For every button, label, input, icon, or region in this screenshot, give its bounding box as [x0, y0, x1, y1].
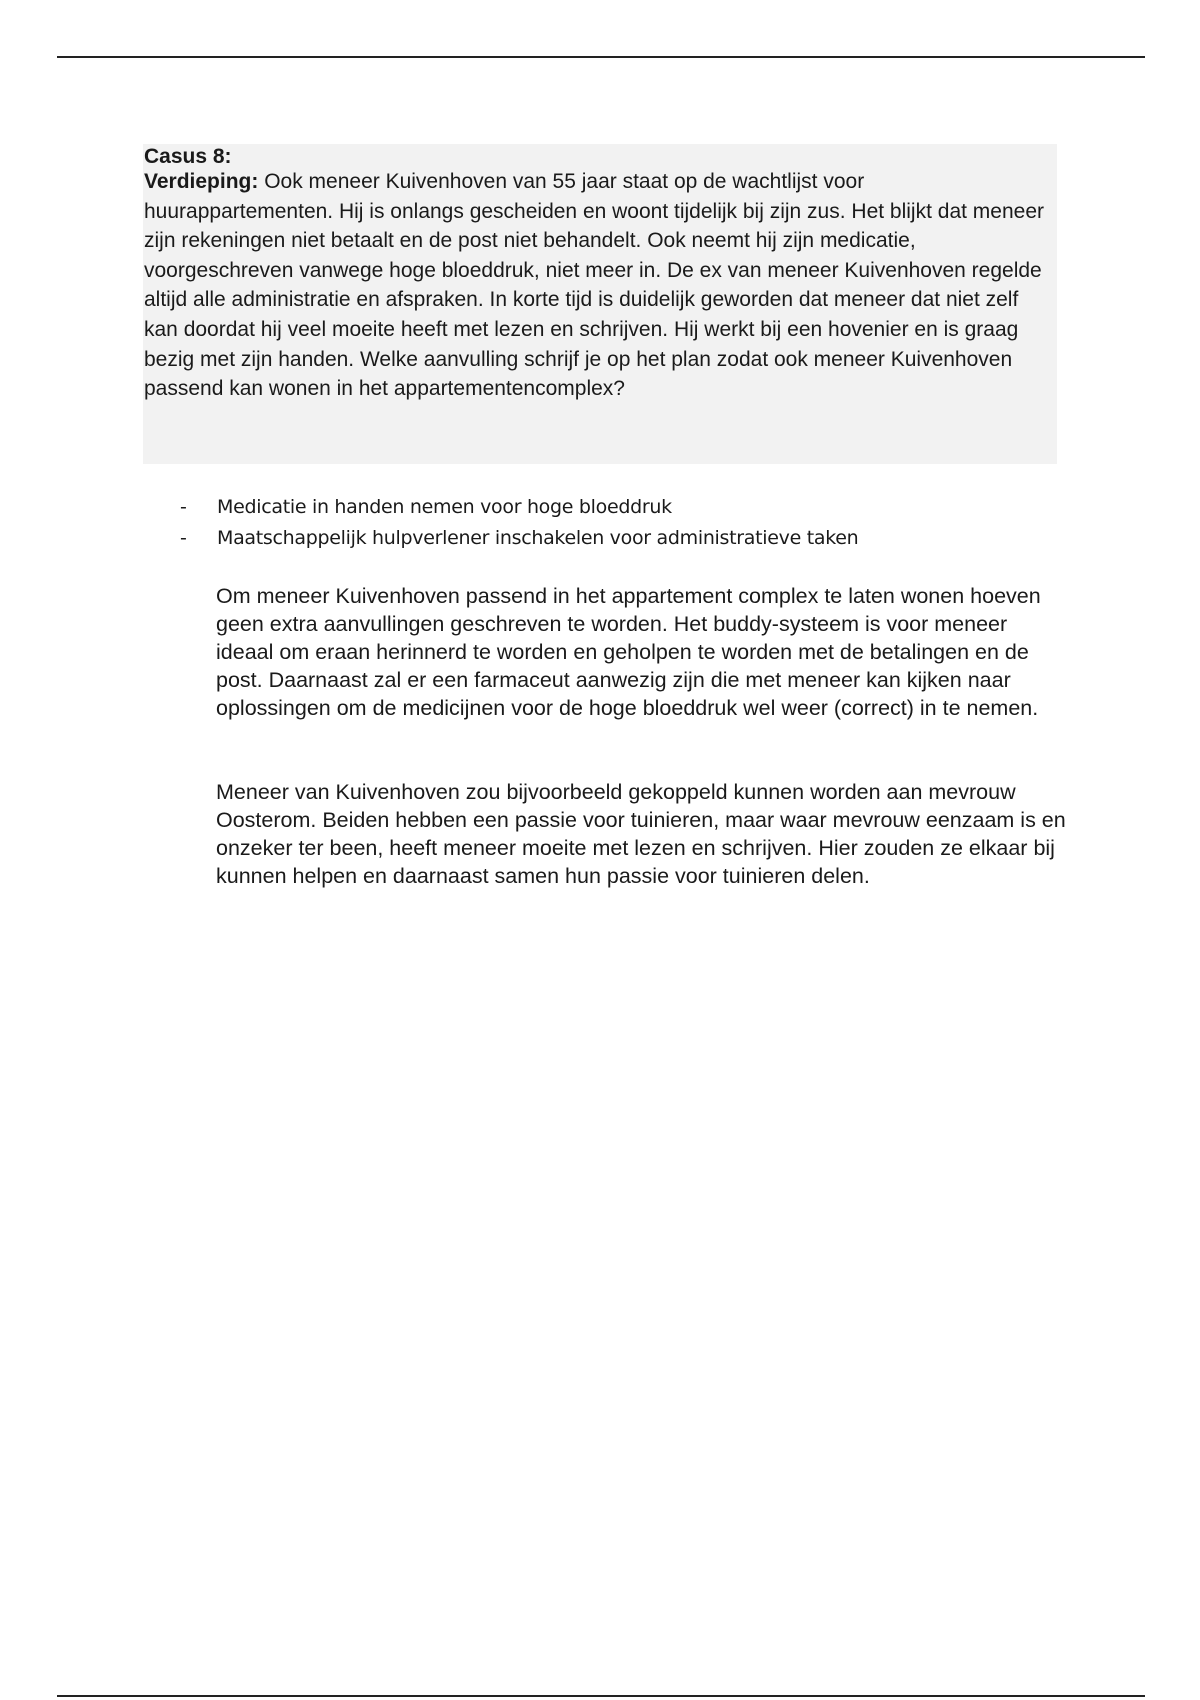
answer-list	[180, 492, 1080, 554]
answer-paragraph: Om meneer Kuivenhoven passend in het appartement complex te laten wonen hoeven geen extra aanvullingen geschreven te worden. Het buddy-systeem is voor meneer ideaal om eraan herinnerd te worden en geholpen te worden met de betalingen en de post. Daarnaast zal er een farmaceut aanwezig zijn die met meneer kan kijken naar oplossingen om de medicijnen voor de hoge bloeddruk wel weer (correct) in te nemen.	[216, 584, 1041, 720]
list-bullet: -	[180, 527, 187, 549]
list-item	[180, 523, 1080, 554]
footer-rule	[57, 1695, 1145, 1697]
list-item-text: Maatschappelijk hulpverlener inschakelen voor administratieve taken	[217, 527, 859, 549]
list-bullet: -	[180, 496, 187, 518]
answer-paragraph: Meneer van Kuivenhoven zou bijvoorbeeld gekoppeld kunnen worden aan mevrouw Oosterom. Beiden hebben een passie voor tuinieren, maar waar mevrouw eenzaam is en onzeker ter been, heeft meneer moeite met lezen en schrijven. Hier zouden ze elkaar bij kunnen helpen en daarnaast samen hun passie voor tuinieren delen.	[216, 780, 1066, 888]
list-item-text: Medicatie in handen nemen voor hoge bloeddruk	[217, 496, 672, 518]
case-label: Verdieping:	[144, 170, 259, 193]
list-item	[180, 492, 1080, 523]
case-box	[143, 144, 1057, 464]
header-rule	[57, 56, 1145, 58]
case-text: Ook meneer Kuivenhoven van 55 jaar staat op de wachtlijst voor huurappartementen. Hij is onlangs gescheiden en woont tijdelijk bij zijn zus. Het blijkt dat meneer zijn rekeningen niet betaalt en de post niet behandelt. Ook neemt hij zijn medicatie, voorgeschreven vanwege hoge bloeddruk, niet meer in. De ex van meneer Kuivenhoven regelde altijd alle administratie en afspraken. In korte tijd is duidelijk geworden dat meneer dat niet zelf kan doordat hij veel moeite heeft met lezen en schrijven. Hij werkt bij een hovenier en is graag bezig met zijn handen. Welke aanvulling schrijf je op het plan zodat ook meneer Kuivenhoven passend kan wonen in het appartementencomplex?	[144, 170, 1044, 401]
case-description	[144, 167, 1053, 404]
case-title: Casus 8:	[144, 145, 232, 168]
